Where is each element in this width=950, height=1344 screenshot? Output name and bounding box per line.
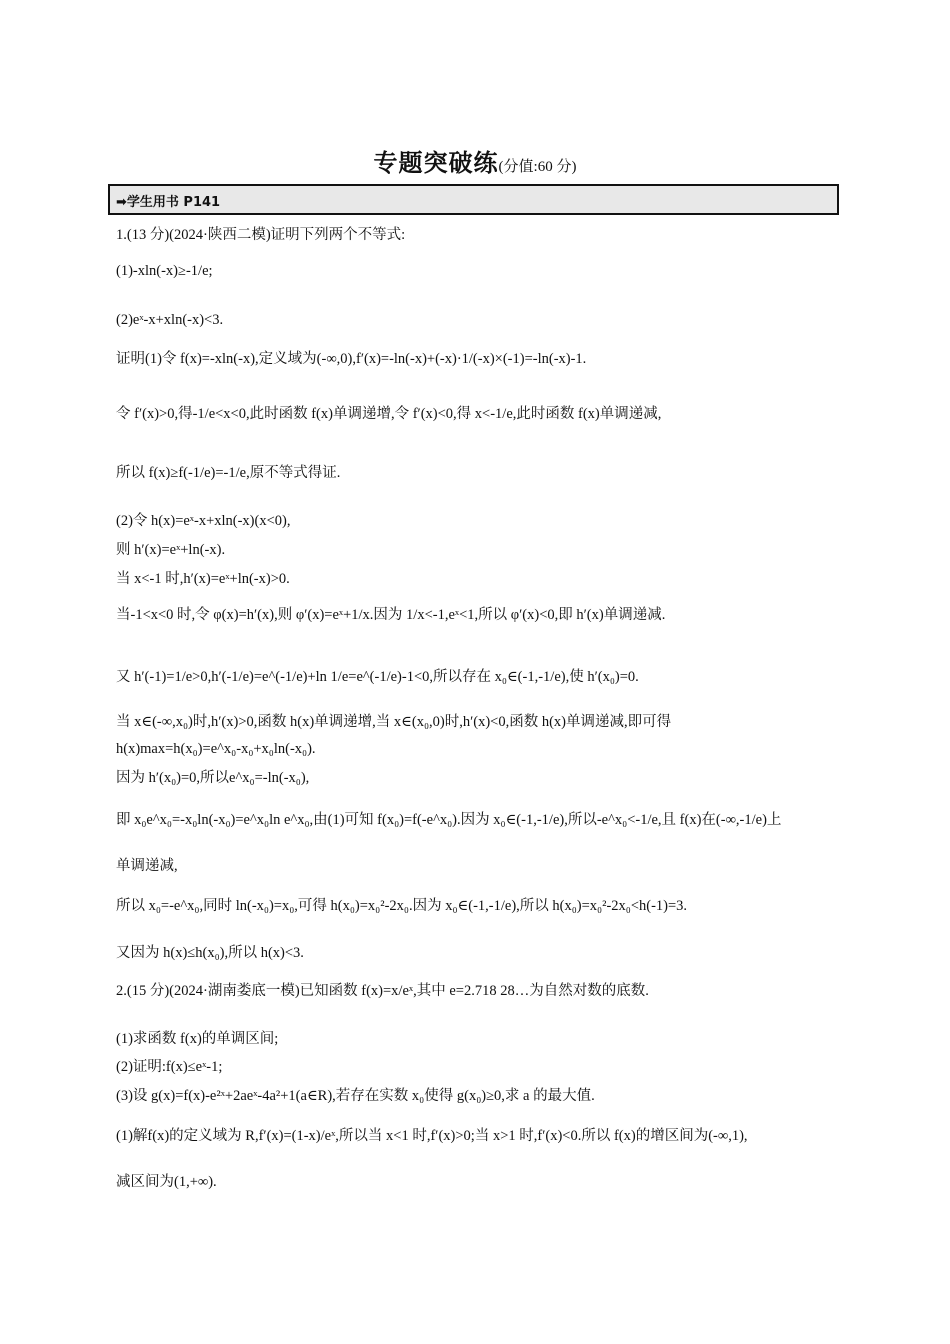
proof-line-9: 当 x∈(-∞,x₀)时,h′(x)>0,函数 h(x)单调递增,当 x∈(x₀,0)时,h′(x)<0,函数 h(x)单调递减,即可得 [116,714,672,730]
proof-line-7: 当-1<x<0 时,令 φ(x)=h′(x),则 φ′(x)=eˣ+1/x.因为 1/x<-1,eˣ<1,所以 φ′(x)<0,即 h′(x)单调递减. [116,607,666,623]
textbook-reference-banner [108,184,839,215]
proof-line-15: 又因为 h(x)≤h(x₀),所以 h(x)<3. [116,945,304,961]
title-main: 专题突破练 [373,149,499,177]
proof-line-4: (2)令 h(x)=eˣ-x+xln(-x)(x<0), [116,513,291,529]
proof-line-12: 即 x₀e^x₀=-x₀ln(-x₀)=e^x₀ln e^x₀,由(1)可知 f(x₀)=f(-e^x₀).因为 x₀∈(-1,-1/e),所以-e^x₀<-1/e,且 f(x)在(-∞,-1/e)上 [116,812,782,828]
problem-1-part-1: (1)-xln(-x)≥-1/e; [116,263,213,279]
problem-2-statement: 2.(15 分)(2024·湖南娄底一模)已知函数 f(x)=x/eˣ,其中 e=2.718 28…为自然对数的底数. [116,983,649,999]
proof-line-2: 令 f′(x)>0,得-1/e<x<0,此时函数 f(x)单调递增,令 f′(x)<0,得 x<-1/e,此时函数 f(x)单调递减, [116,406,662,422]
proof-line-1: 证明(1)令 f(x)=-xln(-x),定义域为(-∞,0),f′(x)=-ln(-x)+(-x)·1/(-x)×(-1)=-ln(-x)-1. [116,351,587,367]
proof-line-10: h(x)max=h(x₀)=e^x₀-x₀+x₀ln(-x₀). [116,741,316,757]
problem-1-part-2: (2)eˣ-x+xln(-x)<3. [116,312,224,328]
proof-line-5: 则 h′(x)=eˣ+ln(-x). [116,542,226,558]
proof-line-6: 当 x<-1 时,h′(x)=eˣ+ln(-x)>0. [116,571,290,587]
solution-line-1: (1)解f(x)的定义域为 R,f′(x)=(1-x)/eˣ,所以当 x<1 时,f′(x)>0;当 x>1 时,f′(x)<0.所以 f(x)的增区间为(-∞,1), [116,1128,748,1144]
problem-2-part-2: (2)证明:f(x)≤eˣ-1; [116,1059,223,1075]
proof-line-3: 所以 f(x)≥f(-1/e)=-1/e,原不等式得证. [116,465,341,481]
banner-text: ➡学生用书 P141 [116,195,221,210]
proof-line-8: 又 h′(-1)=1/e>0,h′(-1/e)=e^(-1/e)+ln 1/e=e^(-1/e)-1<0,所以存在 x₀∈(-1,-1/e),使 h′(x₀)=0. [116,669,639,685]
solution-line-2: 减区间为(1,+∞). [116,1174,217,1190]
proof-line-13: 单调递减, [116,858,178,874]
proof-line-11: 因为 h′(x₀)=0,所以e^x₀=-ln(-x₀), [116,770,310,786]
proof-line-14: 所以 x₀=-e^x₀,同时 ln(-x₀)=x₀,可得 h(x₀)=x₀²-2x₀.因为 x₀∈(-1,-1/e),所以 h(x₀)=x₀²-2x₀<h(-1)=3. [116,898,688,914]
problem-2-part-1: (1)求函数 f(x)的单调区间; [116,1031,279,1047]
page-title [0,143,950,178]
problem-2-part-3: (3)设 g(x)=f(x)-e²ˣ+2aeˣ-4a²+1(a∈R),若存在实数 x₀使得 g(x₀)≥0,求 a 的最大值. [116,1088,595,1104]
title-score: (分值:60 分) [498,159,577,175]
problem-1-statement: 1.(13 分)(2024·陕西二模)证明下列两个不等式: [116,227,406,243]
